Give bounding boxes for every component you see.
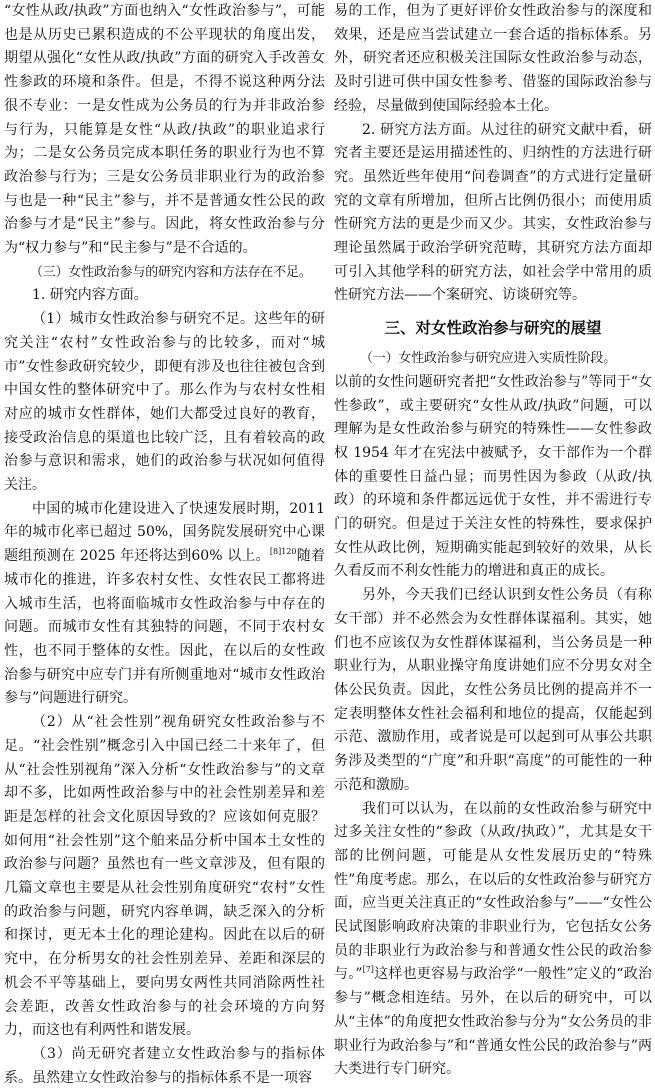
paragraph-research-methods: 2. 研究方法方面。从过往的研究文献中看，研究者主要还是运用描述性的、归纳性的方法进行研究。虽然近些年使用“问卷调查”的方式进行定量研究的文章有所增加，但所占比例仍很小；而使用质性研究方法的更是少而又少。其实，女性政治参与理论虽然属于政治学研究范畴，其研究方法方面却可引入其他学科的研究方法，如社会学中常用的质性研究方法——个案研究、访谈研究等。	[334, 121, 652, 304]
citation-reference: [7]	[362, 965, 374, 975]
left-column	[4, 0, 325, 1090]
paragraph-indicator-system: （3）尚无研究者建立女性政治参与的指标体系。虽然建立女性政治参与的指标体系不是一项容	[4, 1045, 325, 1086]
paragraph-future-research	[334, 798, 652, 1082]
paragraph-continued-dichotomy: “女性从政/执政”方面也纳入“女性政治参与”，可能也是从历史已累积造成的不公平现状的角度出发，期望从强化“女性从政/执政”方面的研究入手改善女性参政的环境和条件。但是，不得不说这种两分法很不专业：一是女性成为公务员的行为并非政治参与行为，只能算是女性“从政/执政”的职业追求行为；二是女公务员完成本职任务的职业行为也不算政治参与行为；三是女公务员非职业行为的政治参与也是一种“民主”参与，并不是普通女性公民的政治参与才是“民主”参与。因此，将女性政治参与分为“权力参与”和“民主参与”是不合适的。	[4, 3, 325, 257]
subheading-research-content-methods: （三）女性政治参与的研究内容和方法存在不足。	[30, 264, 312, 280]
paragraph-urbanization-text-b: 随着城市化的推进，许多农村女性、女性农民工都将进入城市生活，也将面临城市女性政治参与中存在的问题。而城市女性有其独特的问题，不同于农村女性，也不同于整体的女性。因此，在以后的女性政治参与研究中应专门并有所侧重地对“城市女性政治参与”问题进行研究。	[4, 548, 325, 707]
paragraph-urbanization	[4, 498, 325, 711]
paragraph-female-civil-servants: 另外，今天我们已经认识到女性公务员（有称女干部）并不必然会为女性群体谋福利。其实，她们也不应该仅为女性群体谋福利，当公务员是一种职业行为，从职业操守角度讲她们应不分男女对全体公民负责。因此，女性公务员比例的提高并不一定表明整体女性社会福利和地位的提高，仅能起到示范、激励作用，或者说是可以起到可从事公共职务涉及类型的“广度”和升职“高度”的可能性的一种示范和激励。	[334, 587, 652, 793]
paragraph-continued-indicators: 易的工作，但为了更好评价女性政治参与的深度和效果，还是应当尝试建立一套合适的指标体系。另外，研究者还应积极关注国际女性政治参与动态，及时引进可供中国女性参考、借鉴的国际政治参与经验，尽量做到使国际经验本土化。	[334, 3, 652, 114]
paragraph-future-research-text-b: 这样也更容易与政治学“一般性”定义的“政治参与”概念相连结。另外，在以后的研究中，可以从“主体”的角度把女性政治参与分为“女公务员的非职业行为政治参与”和“普通女性公民的政治参与”两大类进行专门研究。	[334, 966, 652, 1078]
subheading-research-content: 1. 研究内容方面。	[32, 287, 148, 304]
right-column	[334, 0, 652, 1082]
subheading-substantive-stage: （一）女性政治参与研究应进入实质性阶段。	[360, 351, 617, 367]
paragraph-urbanization-text-a: 中国的城市化建设进入了快速发展时期，2011年的城市化率已超过 50%，国务院发展研究中心课题组预测在 2025 年还将达到60% 以上。	[4, 500, 325, 565]
citation-reference: [8]120	[269, 547, 297, 557]
paragraph-previous-research: 以前的女性问题研究者把“女性政治参与”等同于“女性参政”，或主要研究“女性从政/执政”问题，可以理解为是女性政治参与研究的特殊性——女性参政权 1954 年才在宪法中被赋予，女干部作为一个群体的重要性日益凸显；而男性因为参政（从政/执政）的环境和条件都远远优于女性，并不需进行专门的研究。但是过于关注女性的特殊性，要求保护女性从政比例，短期确实能起到较好的效果，从长久看反而不利女性能力的增进和真正的成长。	[334, 373, 652, 580]
paragraph-gender-perspective: （2）从“社会性别”视角研究女性政治参与不足。“社会性别”概念引入中国已经二十来年了，但从“社会性别视角”深入分析“女性政治参与”的文章却不多，比如两性政治参与中的社会性别差异和差距是怎样的社会文化原因导致的？应该如何克服？如何用“社会性别”这个舶来品分析中国本土女性的政治参与问题？虽然也有一些文章涉及，但有限的几篇文章也主要是从社会性别角度研究“农村”女性的政治参与问题，研究内容单调，缺乏深入的分析和探讨，更无本土化的理论建构。因此在以后的研究中，在分析男女的社会性别差异、差距和深层的机会不平等基础上，要向男女两性共同消除两性社会差距，改善女性政治参与的社会环境的方向努力，而这也有利两性和谐发展。	[4, 714, 325, 1039]
section-title-outlook: 三、对女性政治参与研究的展望	[384, 319, 602, 338]
paragraph-urban-women: （1）城市女性政治参与研究不足。这些年的研究关注“农村”女性政治参与的比较多，而对“城市”女性参政研究较少，即便有涉及也往往被包含到中国女性的整体研究中了。那么作为与农村女性相对应的城市女性群体，她们大都受过良好的教育，接受政治信息的渠道也比较广泛，且有着较高的政治参与意识和需求，她们的政治参与状况如何值得关注。	[4, 311, 325, 494]
paragraph-future-research-text-a: 我们可以认为，在以前的女性政治参与研究中过多关注女性的“参政（从政/执政）”，尤其是女干部的比例问题，可能是从女性发展历史的“特殊性”角度考虑。那么，在以后的女性政治参与研究方面，应当更关注真正的“女性政治参与”——“女性公民试图影响政府决策的非职业行为，它包括女公务员的非职业行为政治参与和普通女性公民的政治参与。”	[334, 800, 652, 983]
